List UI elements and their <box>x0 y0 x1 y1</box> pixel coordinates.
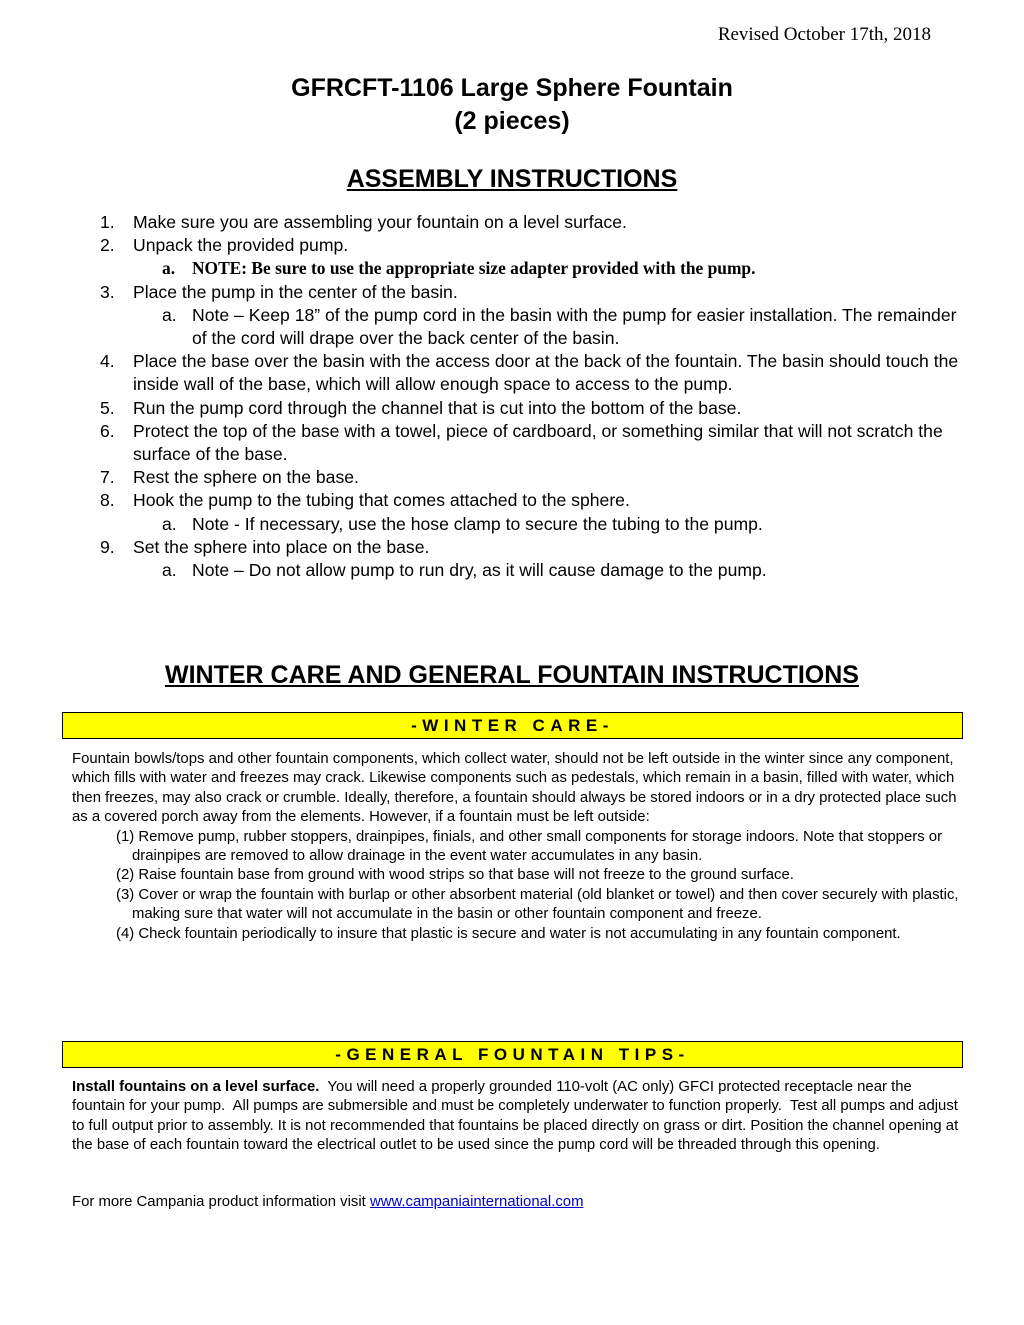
step-text: Hook the pump to the tubing that comes attached to the sphere. <box>133 490 630 511</box>
general-tips-paragraph <box>72 1078 962 1156</box>
substep-letter: a. <box>162 304 177 325</box>
step-5 <box>100 397 960 420</box>
general-tips-lead: Install fountains on a level surface. <box>72 1079 320 1095</box>
winter-care-item: (1) Remove pump, rubber stoppers, drainpipes, finials, and other small components for storage indoors. Note that stoppers or drainpipes are removed to allow drainage in the event water accumulates in any basin. <box>116 828 943 865</box>
assembly-heading: ASSEMBLY INSTRUCTIONS <box>346 165 678 193</box>
step-text: Protect the top of the base with a towel, piece of cardboard, or something similar that will not scratch the surface of the base. <box>133 420 943 465</box>
assembly-steps-list <box>100 211 960 582</box>
winter-care-item: (2) Raise fountain base from ground with wood strips so that base will not freeze to the ground surface. <box>116 867 794 884</box>
step-number: 9. <box>100 536 115 557</box>
substep-text: Note – Keep 18” of the pump cord in the basin with the pump for easier installation. The remainder of the cord will drape over the back center of the basin. <box>192 304 957 349</box>
more-info-line <box>72 1193 583 1212</box>
step-1 <box>100 211 960 234</box>
step-4 <box>100 350 960 396</box>
substep-letter: a. <box>162 513 177 534</box>
step-9 <box>100 536 960 559</box>
step-number: 8. <box>100 490 115 511</box>
step-text: Place the pump in the center of the basin. <box>133 281 458 302</box>
step-text: Place the base over the basin with the access door at the back of the fountain. The basin should touch the inside wall of the base, which will allow enough space to access to the pump. <box>133 351 959 395</box>
step-number: 1. <box>100 212 115 232</box>
step-number: 4. <box>100 351 115 372</box>
document-subtitle: (2 pieces) <box>454 107 570 135</box>
step-text: Set the sphere into place on the base. <box>133 536 430 557</box>
winter-care-item: (4) Check fountain periodically to insure that plastic is secure and water is not accumulating in any fountain component. <box>116 925 901 942</box>
substep-letter: a. <box>162 258 176 279</box>
winter-care-banner: -WINTER CARE- <box>62 712 963 739</box>
step-2 <box>100 234 960 257</box>
step-text: Unpack the provided pump. <box>133 235 349 256</box>
step-number: 6. <box>100 420 115 441</box>
step-9-note <box>100 559 960 582</box>
step-text: Run the pump cord through the channel that is cut into the bottom of the base. <box>133 397 742 418</box>
winter-care-item: (3) Cover or wrap the fountain with burlap or other absorbent material (old blanket or towel) and then cover securely with plastic, making sure that water will not accumulate in the basin or other fountain component and freeze. <box>116 886 959 923</box>
winter-care-text <box>72 750 962 944</box>
step-number: 7. <box>100 467 115 488</box>
step-6 <box>100 420 960 466</box>
step-number: 2. <box>100 235 115 256</box>
substep-text: Note - If necessary, use the hose clamp to secure the tubing to the pump. <box>192 513 763 534</box>
substep-letter: a. <box>162 560 177 581</box>
substep-text: Note – Do not allow pump to run dry, as it will cause damage to the pump. <box>192 560 767 581</box>
step-number: 3. <box>100 281 115 302</box>
winter-care-intro: Fountain bowls/tops and other fountain components, which collect water, should not be left outside in the winter since any component, which fills with water and freezes may crack. Likewise components such as pedestals, which remain in a basin, filled with water, which then freezes, may also crack or crumble. Ideally, therefore, a fountain should always be stored indoors or in a dry protected place such as a covered porch away from the elements. However, if a fountain must be left outside: <box>72 751 957 826</box>
step-text: Rest the sphere on the base. <box>133 467 359 488</box>
step-8 <box>100 489 960 512</box>
more-info-text: For more Campania product information visit <box>72 1194 370 1210</box>
step-8-note <box>100 513 960 536</box>
substep-text: NOTE: Be sure to use the appropriate size adapter provided with the pump. <box>192 258 756 279</box>
document-title: GFRCFT-1106 Large Sphere Fountain <box>291 74 733 102</box>
step-number: 5. <box>100 397 115 418</box>
campania-website-link[interactable]: www.campaniainternational.com <box>369 1194 584 1210</box>
revision-date: Revised October 17th, 2018 <box>717 24 931 45</box>
general-tips-body: You will need a properly grounded 110-volt (AC only) GFCI protected receptacle near the fountain for your pump. All pumps are submersible and must be completely underwater to function properly. Test all pumps and adjust to full output prior to assembly. It is not recommended that fountains be placed directly on grass or dirt. Position the channel opening at the base of each fountain toward the electrical outlet to be used since the pump cord will be threaded through this opening. <box>72 1079 963 1154</box>
step-3-note <box>100 304 960 350</box>
general-tips-text <box>72 1078 962 1156</box>
step-3 <box>100 281 960 304</box>
step-2-note <box>100 257 960 280</box>
general-tips-banner: -GENERAL FOUNTAIN TIPS- <box>62 1041 963 1068</box>
step-text: Make sure you are assembling your fountain on a level surface. <box>133 212 627 232</box>
step-7 <box>100 466 960 489</box>
winter-care-heading: WINTER CARE AND GENERAL FOUNTAIN INSTRUCTIONS <box>165 661 859 689</box>
